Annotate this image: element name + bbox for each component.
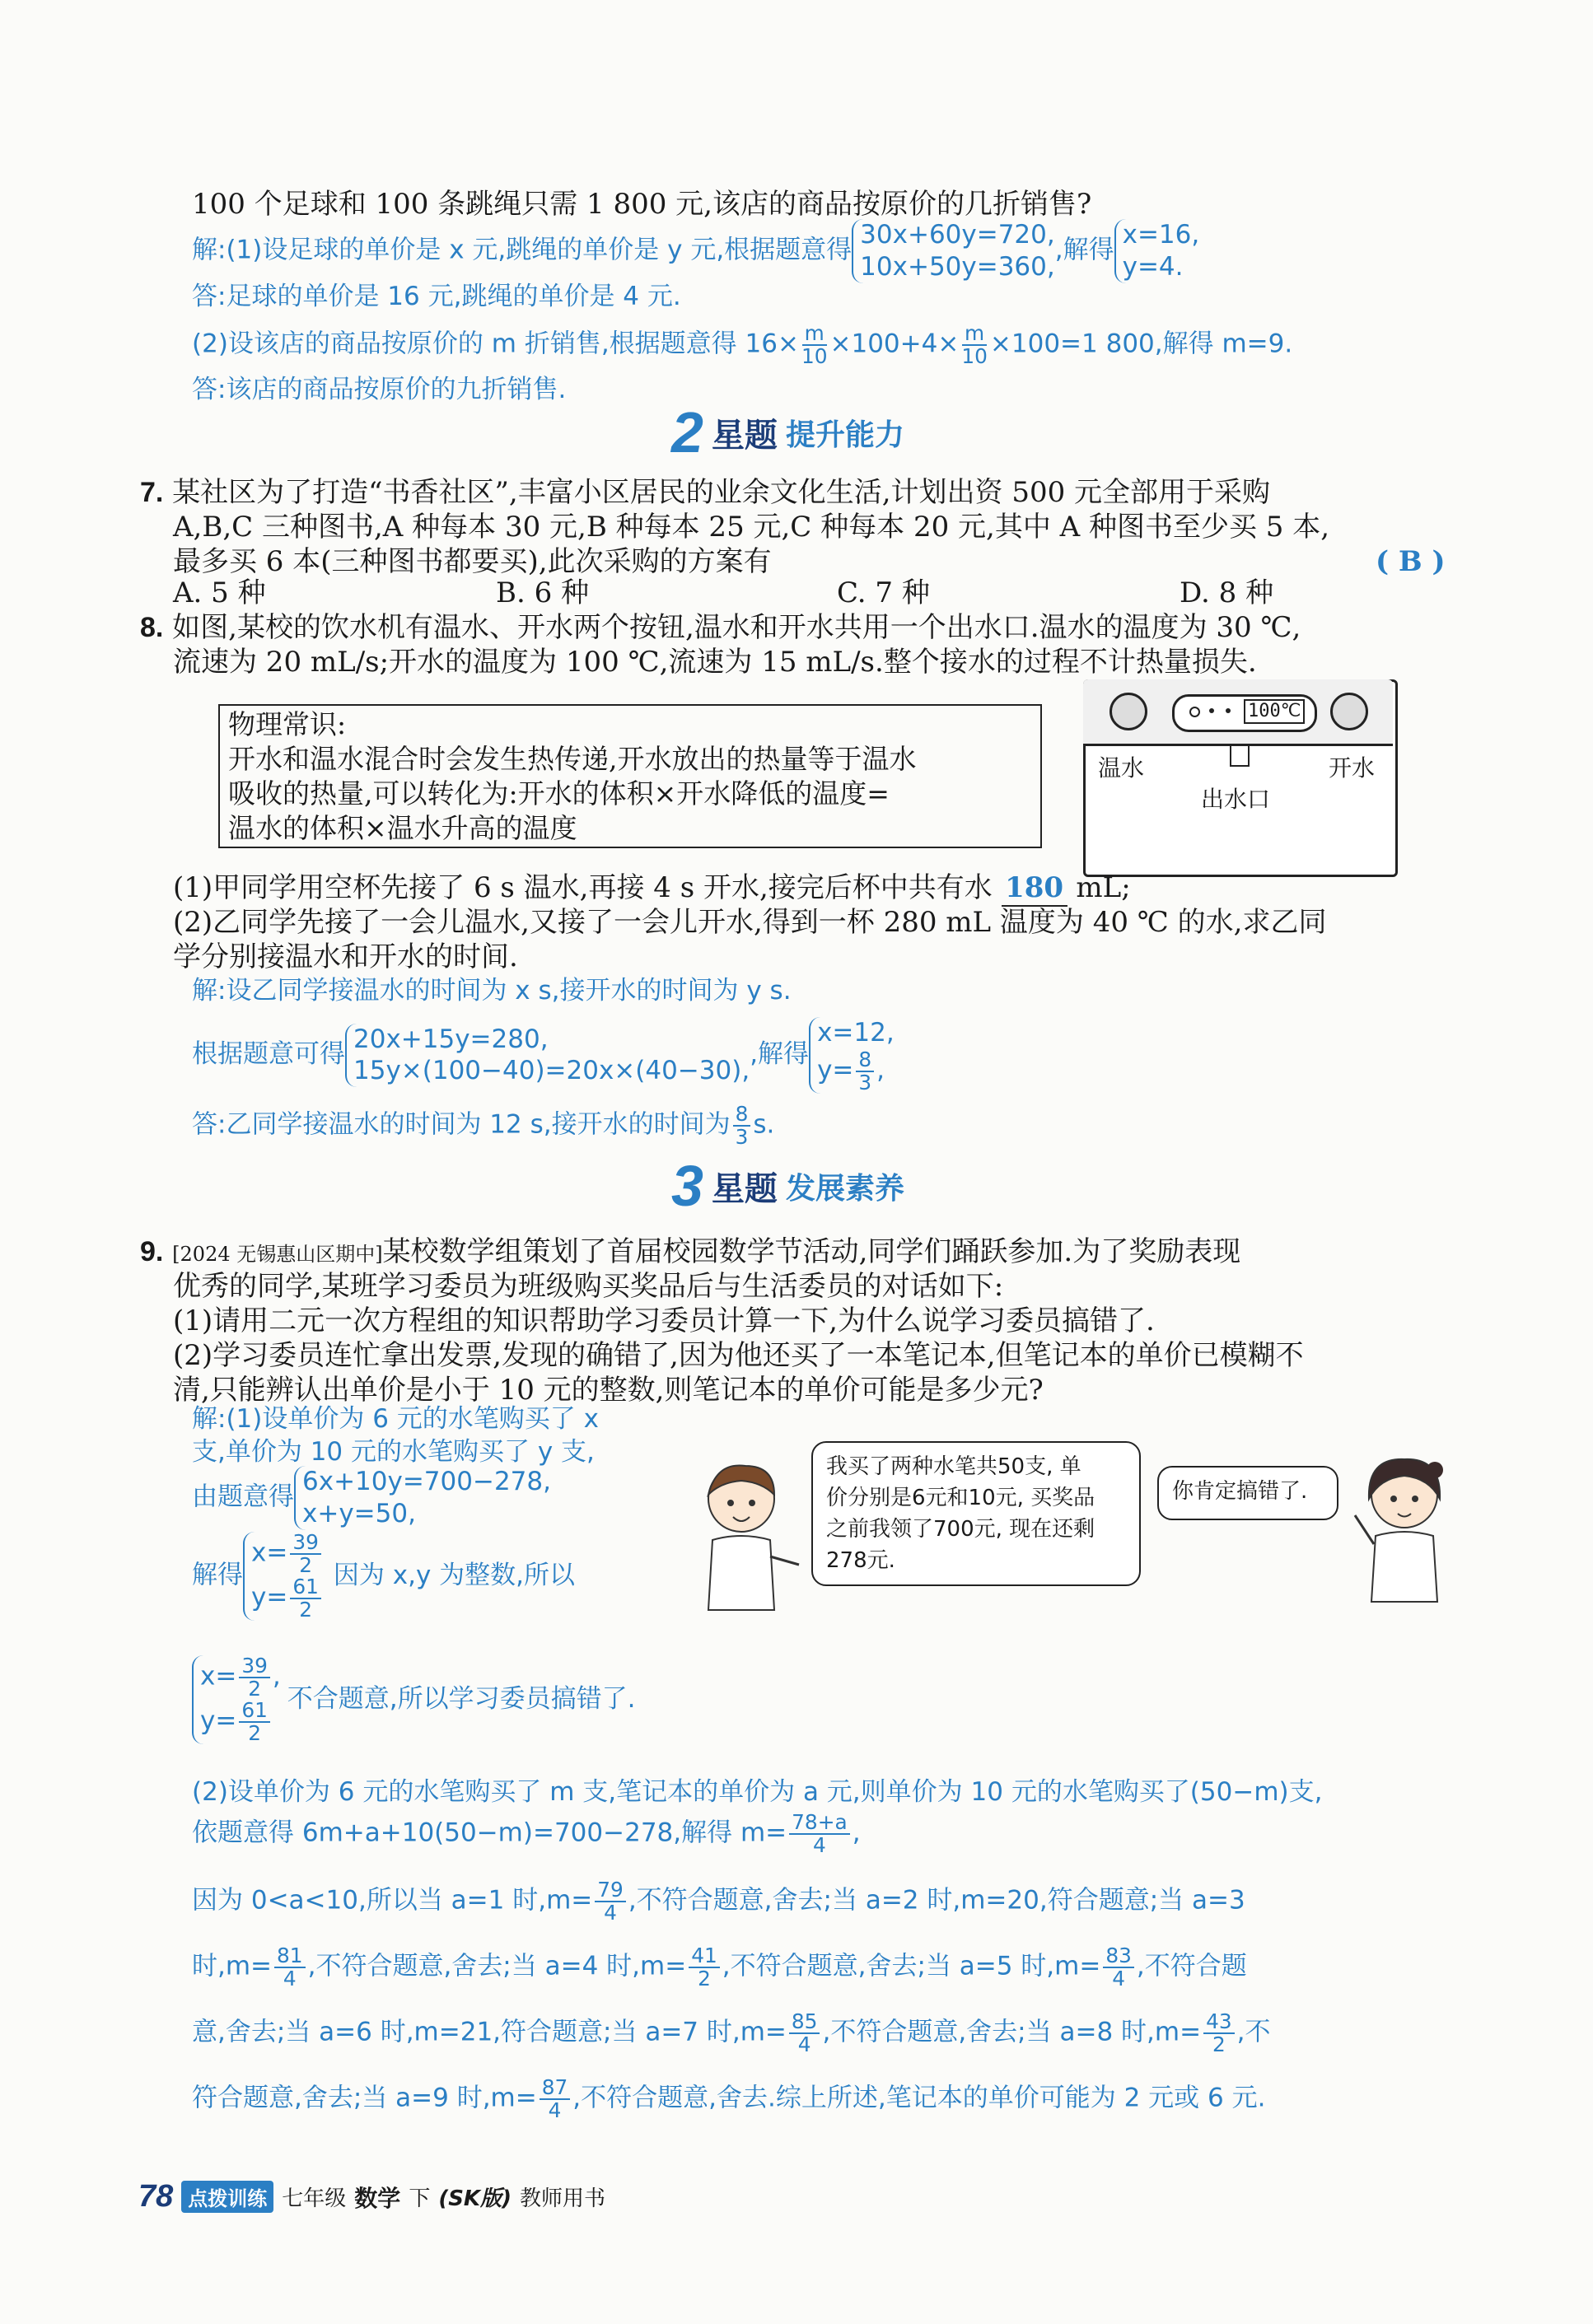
prev-answer-1: 答:足球的单价是 16 元,跳绳的单价是 4 元. — [192, 282, 681, 311]
bubble-line: 价分别是6元和10元, 买奖品 — [826, 1486, 1095, 1510]
boy-illustration — [688, 1458, 803, 1614]
fraction — [239, 1655, 270, 1700]
q9-result-brace-2: x= $\frac{39}{2}$ , y= $\frac{61}{2}$ — [192, 1655, 281, 1744]
water-dispenser-diagram — [1083, 679, 1398, 877]
note-line: 温水的体积×温水升高的温度 — [228, 812, 577, 844]
q9-line-1 — [140, 1235, 1240, 1269]
page-footer — [138, 2179, 605, 2214]
bubble-line: 我买了两种水笔共50支, 单 — [826, 1454, 1081, 1479]
section-number: 2 — [671, 400, 703, 464]
q8-part-2-line-2: 学分别接温水和开水的时间. — [173, 940, 518, 973]
footer-edition: (SK版) — [438, 2186, 512, 2211]
page-number: 78 — [138, 2179, 174, 2214]
frac-den: 3 — [858, 1070, 872, 1094]
q8-solution-system — [192, 1017, 895, 1094]
fraction — [274, 1945, 306, 1990]
fraction — [595, 1879, 626, 1924]
q7-line-3: 最多买 6 本(三种图书都要买),此次采购的方案有 — [173, 545, 772, 578]
fraction — [733, 1104, 751, 1148]
prev-sol2-a: (2)设该店的商品按原价的 m 折销售,根据题意得 16× — [192, 329, 799, 359]
q8-sol-pre: 根据题意可得 — [192, 1038, 345, 1069]
q9-t4-d: ,不符合题 — [1136, 1951, 1247, 1981]
q9-t4-c: ,不符合题意,舍去;当 a=5 时,m= — [722, 1951, 1101, 1981]
question-number: 8. — [140, 612, 164, 643]
speech-bubble-life-member: 你肯定搞错了. — [1157, 1466, 1338, 1520]
frac-num: m — [802, 323, 827, 346]
girl-figure-icon — [1351, 1449, 1458, 1606]
outlet-label: 出水口 — [1201, 786, 1271, 813]
frac-den: 2 — [248, 1677, 261, 1701]
q9-s4-pre: 解得 — [192, 1560, 243, 1590]
fraction — [856, 1049, 874, 1094]
q9-t5 — [192, 2011, 1270, 2056]
q7-option-d: D. 8 种 — [1180, 576, 1274, 609]
section-title: 发展素养 — [785, 1171, 904, 1206]
frac-den: 4 — [813, 1833, 826, 1858]
fraction — [961, 323, 988, 367]
q9-solution-3 — [192, 1466, 551, 1530]
q8-result-brace: x=12, y= $\frac{8}{3}$ , — [809, 1017, 895, 1094]
frac-den: 2 — [1212, 2032, 1226, 2057]
frac-den: 10 — [961, 344, 988, 369]
q8-ans-pre: 答:乙同学接温水的时间为 12 s,接开水的时间为 — [192, 1109, 731, 1140]
frac-num: 79 — [595, 1879, 626, 1902]
q8-p1-answer: 180 — [1002, 871, 1067, 907]
q9-t6-a: 符合题意,舍去;当 a=9 时,m= — [192, 2083, 537, 2113]
q7-line-1 — [140, 476, 1270, 510]
frac-num: 43 — [1203, 2011, 1235, 2034]
q9-t3 — [192, 1879, 1245, 1924]
q9-t5-b: ,不符合题意,舍去;当 a=8 时,m= — [822, 2017, 1202, 2047]
q9-t4-b: ,不符合题意,舍去;当 a=4 时,m= — [307, 1951, 687, 1981]
brand-logo: 点拨训练 — [181, 2181, 273, 2213]
section-star-label: 星题 — [711, 416, 778, 455]
q7-option-a: A. 5 种 — [173, 576, 266, 609]
q8-p1-unit: mL; — [1076, 871, 1131, 904]
q8-res-row-a: x=12, — [817, 1018, 895, 1048]
frac-num: 61 — [239, 1700, 270, 1723]
frac-den: 4 — [797, 2032, 811, 2057]
q8-system-brace — [345, 1024, 750, 1088]
bubble-line: 278元. — [826, 1548, 895, 1573]
prev-sol1-mid: ,解得 — [1054, 235, 1114, 265]
q7-text-1: 某社区为了打造“书香社区”,丰富小区居民的业余文化生活,计划出资 500 元全部用于采购 — [172, 476, 1271, 509]
frac-num: 39 — [239, 1655, 270, 1678]
q9-solution-5 — [192, 1655, 635, 1744]
q9-solution-4 — [192, 1532, 575, 1621]
prev-res1-row-a: x=16, — [1122, 220, 1200, 250]
fraction — [239, 1700, 270, 1744]
prev-solution-2 — [192, 323, 1292, 367]
fraction — [801, 323, 828, 367]
q8-res-b-pre: y= — [817, 1055, 854, 1085]
note-line: 物理常识: — [228, 708, 347, 740]
physics-note-box — [218, 704, 1042, 848]
fraction — [1103, 1945, 1134, 1990]
q9-line-2: 优秀的同学,某班学习委员为班级购买奖品后与生活委员的对话如下: — [173, 1270, 1004, 1303]
prev-sys1-row-b: 10x+50y=360, — [860, 251, 1055, 282]
prev-question-tail: 100 个足球和 100 条跳绳只需 1 800 元,该店的商品按原价的几折销售? — [192, 188, 1092, 221]
frac-num: 41 — [689, 1945, 720, 1968]
q8-text-1: 如图,某校的饮水机有温水、开水两个按钮,温水和开水共用一个出水口.温水的温度为 30 ℃, — [172, 611, 1301, 644]
frac-den: 2 — [299, 1598, 312, 1622]
prev-res1-row-b: y=4. — [1122, 251, 1184, 282]
q9-y-eq: y= — [251, 1582, 288, 1612]
fraction — [290, 1532, 321, 1576]
q8-part-1 — [173, 871, 1131, 907]
section-header-3 — [671, 1154, 904, 1218]
q9-t5-a: 意,舍去;当 a=6 时,m=21,符合题意;当 a=7 时,m= — [192, 2017, 787, 2047]
note-line: 开水和温水混合时会发生热传递,开水放出的热量等于温水 — [228, 743, 917, 775]
frac-num: 85 — [789, 2011, 820, 2034]
fraction — [789, 2011, 820, 2056]
dispenser-panel — [1083, 679, 1393, 746]
boiling-water-label: 开水 — [1329, 754, 1376, 782]
q7-answer: ( B ) — [1376, 545, 1446, 578]
q9-t2-pre: 依题意得 6m+a+10(50−m)=700−278,解得 m= — [192, 1818, 787, 1848]
prev-sys1-row-a: 30x+60y=720, — [860, 220, 1055, 250]
frac-num: 81 — [274, 1945, 306, 1968]
frac-num: 8 — [733, 1104, 751, 1127]
q9-x-eq: x= — [251, 1538, 288, 1568]
fraction — [540, 2077, 571, 2121]
prev-sol1-text: 解:(1)设足球的单价是 x 元,跳绳的单价是 y 元,根据题意得 — [192, 235, 853, 265]
q9-t4-a: 时,m= — [192, 1951, 273, 1981]
warm-water-button-icon — [1109, 693, 1147, 730]
temperature-readout: 100℃ — [1244, 699, 1305, 724]
q8-solution-line-1: 解:设乙同学接温水的时间为 x s,接开水的时间为 y s. — [192, 976, 792, 1006]
q8-sol-mid: ,解得 — [750, 1038, 810, 1069]
q9-t6-b: ,不符合题意,舍去.综上所述,笔记本的单价可能为 2 元或 6 元. — [572, 2083, 1266, 2113]
q9-t1: (2)设单价为 6 元的水笔购买了 m 支,笔记本的单价为 a 元,则单价为 10 元的水笔购买了(50−m)支, — [192, 1777, 1323, 1807]
q8-part-2-line-1: (2)乙同学先接了一会儿温水,又接了一会儿开水,得到一杯 280 mL 温度为 40 ℃ 的水,求乙同 — [173, 906, 1327, 939]
boiling-water-button-icon — [1330, 693, 1368, 730]
indicator-dot-icon — [1209, 708, 1214, 713]
q9-system-brace — [294, 1466, 551, 1530]
section-star-label: 星题 — [711, 1169, 778, 1208]
q9-source: [2024 无锡惠山区期中] — [172, 1243, 383, 1266]
q9-text-1: 某校数学组策划了首届校园数学节活动,同学们踊跃参加.为了奖励表现 — [382, 1235, 1241, 1268]
q9-t6 — [192, 2077, 1265, 2121]
prev-sol2-c: ×100=1 800,解得 m=9. — [989, 329, 1293, 359]
frac-den: 4 — [604, 1901, 617, 1925]
frac-den: 4 — [548, 2098, 562, 2123]
q9-sys-row-a: 6x+10y=700−278, — [302, 1467, 551, 1496]
frac-den: 10 — [801, 344, 828, 369]
q9-t3-b: ,不符合题意,舍去;当 a=2 时,m=20,符合题意;当 a=3 — [628, 1885, 1245, 1916]
prev-result-brace — [1114, 219, 1200, 283]
q9-t4 — [192, 1945, 1247, 1990]
q9-solution-2: 支,单价为 10 元的水笔购买了 y 支, — [192, 1437, 595, 1467]
q8-line-1 — [140, 611, 1301, 645]
boy-figure-icon — [688, 1458, 803, 1614]
fraction — [1203, 2011, 1235, 2056]
prev-solution-1 — [192, 219, 1199, 283]
q9-sys-row-b: x+y=50, — [302, 1498, 416, 1528]
girl-illustration — [1351, 1449, 1458, 1606]
frac-num: 39 — [290, 1532, 321, 1555]
q9-x-eq: x= — [200, 1661, 237, 1692]
warm-water-label: 温水 — [1098, 754, 1145, 782]
footer-volume: 下 — [409, 2186, 431, 2211]
indicator-dot-icon — [1189, 707, 1200, 717]
q8-sys-row-a: 20x+15y=280, — [353, 1024, 549, 1054]
q8-p1-text: (1)甲同学用空杯先接了 6 s 温水,再接 4 s 开水,接完后杯中共有水 — [173, 871, 993, 904]
indicator-dot-icon — [1226, 708, 1231, 713]
q8-sys-row-b: 15y×(100−40)=20x×(40−30), — [353, 1056, 750, 1086]
frac-num: 87 — [540, 2077, 571, 2100]
q7-option-c: C. 7 种 — [837, 576, 930, 609]
q9-part-1: (1)请用二元一次方程组的知识帮助学习委员计算一下,为什么说学习委员搞错了. — [173, 1304, 1155, 1337]
q9-part-2-line-2: 清,只能辨认出单价是小于 10 元的整数,则笔记本的单价可能是多少元? — [173, 1374, 1044, 1407]
frac-num: 8 — [856, 1049, 874, 1072]
frac-num: 78+a — [789, 1812, 850, 1835]
frac-num: m — [962, 323, 987, 346]
q9-result-brace — [243, 1532, 324, 1621]
outlet-icon — [1230, 745, 1250, 767]
footer-subject: 数学 — [354, 2184, 401, 2212]
fraction — [290, 1576, 321, 1621]
q8-line-2: 流速为 20 mL/s;开水的温度为 100 ℃,流速为 15 mL/s.整个接水的过程不计热量损失. — [173, 646, 1257, 679]
frac-den: 2 — [248, 1721, 261, 1746]
question-number: 7. — [140, 477, 164, 508]
q9-part-2-line-1: (2)学习委员连忙拿出发票,发现的确错了,因为他还买了一本笔记本,但笔记本的单价已模糊不 — [173, 1339, 1304, 1372]
note-line: 吸收的热量,可以转化为:开水的体积×开水降低的温度= — [228, 777, 890, 810]
speech-bubble-committee-member — [811, 1441, 1141, 1586]
frac-den: 3 — [735, 1125, 749, 1150]
q8-answer — [192, 1104, 774, 1148]
q9-s5-post: 不合题意,所以学习委员搞错了. — [287, 1683, 636, 1714]
q9-t2 — [192, 1812, 861, 1856]
q8-ans-post: s. — [753, 1109, 775, 1140]
fraction — [789, 1812, 850, 1856]
footer-usage: 教师用书 — [519, 2186, 605, 2211]
bubble-line: 之前我领了700元, 现在还剩 — [826, 1517, 1095, 1542]
temperature-display — [1172, 694, 1317, 732]
q9-t2-post: , — [852, 1818, 861, 1848]
q9-t5-c: ,不 — [1236, 2017, 1271, 2047]
prev-answer-2: 答:该店的商品按原价的九折销售. — [192, 375, 567, 404]
frac-den: 4 — [283, 1967, 297, 1991]
frac-den: 2 — [299, 1553, 312, 1578]
question-number: 9. — [140, 1236, 164, 1267]
frac-num: 83 — [1103, 1945, 1134, 1968]
q9-y-eq: y= — [200, 1706, 237, 1736]
q9-solution-1: 解:(1)设单价为 6 元的水笔购买了 x — [192, 1404, 599, 1434]
frac-den: 2 — [698, 1967, 711, 1991]
footer-grade: 七年级 — [282, 2186, 347, 2211]
section-title: 提升能力 — [785, 418, 904, 452]
prev-system-brace — [852, 219, 1055, 283]
fraction — [689, 1945, 720, 1990]
prev-sol2-b: ×100+4× — [829, 329, 960, 359]
q9-s4-post: 因为 x,y 为整数,所以 — [333, 1560, 575, 1590]
section-header-2 — [671, 400, 904, 464]
frac-den: 4 — [1112, 1967, 1126, 1991]
q9-s3-pre: 由题意得 — [192, 1482, 294, 1512]
q9-t3-a: 因为 0<a<10,所以当 a=1 时,m= — [192, 1885, 593, 1916]
section-number: 3 — [671, 1154, 703, 1218]
frac-num: 61 — [290, 1576, 321, 1599]
q7-option-b: B. 6 种 — [496, 576, 590, 609]
q7-line-2: A,B,C 三种图书,A 种每本 30 元,B 种每本 25 元,C 种每本 20 元,其中 A 种图书至少买 5 本, — [173, 511, 1330, 544]
